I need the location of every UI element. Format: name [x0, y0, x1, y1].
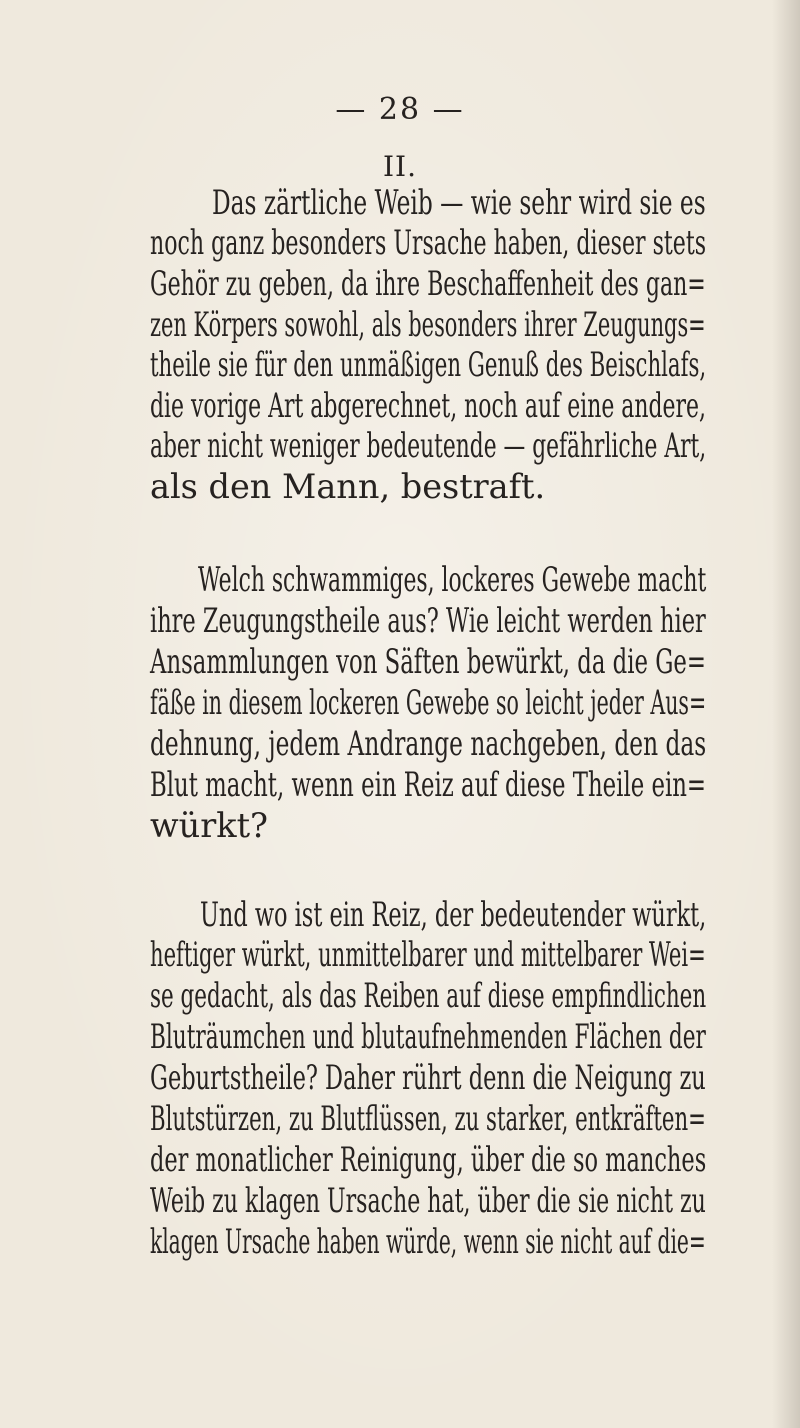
page-edge-shadow — [772, 0, 800, 1428]
text-line: theile sie für den unmäßigen Genuß des Beischlafs, — [150, 345, 707, 384]
text-line: Das zärtliche Weib — wie sehr wird sie es — [212, 183, 706, 222]
text-line: klagen Ursache haben würde, wenn sie nicht auf die= — [150, 1222, 706, 1261]
text-line: zen Körpers sowohl, als besonders ihrer Zeugungs= — [150, 305, 706, 344]
text-line: Geburtstheile? Daher rührt denn die Neigung zu — [150, 1058, 706, 1097]
text-line: fäße in diesem lockeren Gewebe so leicht jeder Aus= — [150, 683, 707, 722]
text-line: Und wo ist ein Reiz, der bedeutender würkt, — [200, 895, 707, 934]
text-line: würkt? — [150, 806, 268, 845]
text-line: Blutstürzen, zu Blutflüssen, zu starker, entkräften= — [150, 1099, 706, 1138]
text-line: Bluträumchen und blutaufnehmenden Flächen der — [150, 1017, 706, 1056]
text-line: ihre Zeugungstheile aus? Wie leicht werden hier — [150, 601, 706, 640]
text-line: der monatlicher Reinigung, über die so manches — [150, 1140, 707, 1179]
text-line: Weib zu klagen Ursache hat, über die sie nicht zu — [150, 1181, 706, 1220]
text-line: Welch schwammiges, lockeres Gewebe macht — [198, 560, 707, 599]
text-line: aber nicht weniger bedeutende — gefährliche Art, — [150, 426, 707, 465]
text-line: heftiger würkt, unmittelbarer und mittelbarer Wei= — [150, 935, 706, 974]
page-number: — 28 — — [335, 92, 465, 127]
text-line: Gehör zu geben, da ihre Beschaffenheit des gan= — [150, 264, 706, 303]
text-line: noch ganz besonders Ursache haben, dieser stets — [150, 223, 707, 262]
text-line: dehnung, jedem Andrange nachgeben, den das — [150, 724, 707, 763]
text-line: se gedacht, als das Reiben auf diese empfindlichen — [150, 976, 707, 1015]
text-line: Ansammlungen von Säften bewürkt, da die Ge= — [150, 642, 706, 681]
text-line: die vorige Art abgerechnet, noch auf eine andere, — [150, 386, 706, 425]
section-number: II. — [382, 150, 418, 183]
text-line: als den Mann, bestraft. — [150, 467, 546, 506]
text-line: Blut macht, wenn ein Reiz auf diese Theile ein= — [150, 765, 707, 804]
